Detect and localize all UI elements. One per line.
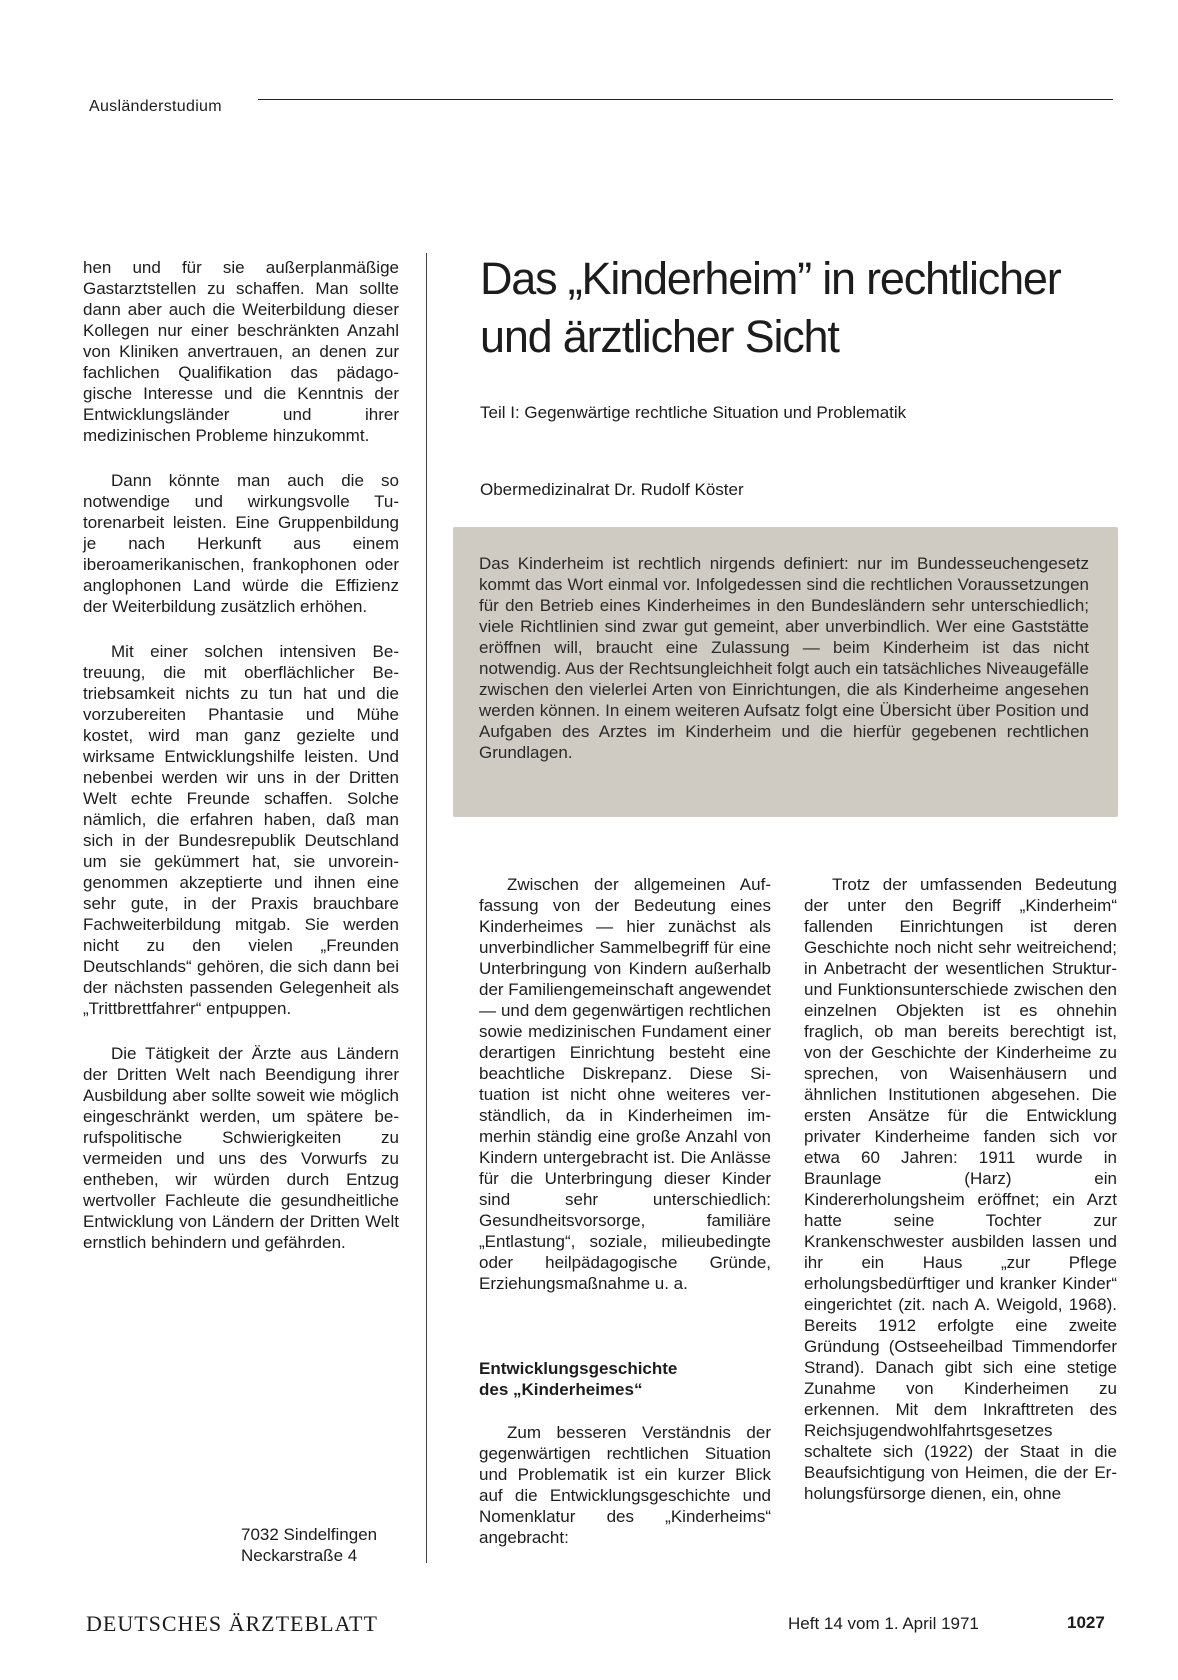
footer-journal-name: DEUTSCHES ÄRZTEBLATT bbox=[86, 1611, 378, 1636]
address-city: 7032 Sindelfingen bbox=[241, 1525, 378, 1544]
section-subheading bbox=[479, 1358, 771, 1400]
left-column bbox=[83, 257, 399, 1253]
article-subtitle: Teil I: Gegenwärtige rechtliche Situation und Problematik bbox=[480, 403, 907, 422]
left-paragraph-3: Mit einer solchen intensiven Betreuung, die mit oberflächlicher Betriebsamkeit nichts zu tun hat und die vorzubereiten Phantasie und Mühe kostet, wird man ganz gezielte und wirksame Entwicklungshilfe leisten. Und nebenbei werden wir uns in der Dritten Welt echte Freunde schaffen. Solche nämlich, die erfahren haben, daß man sich in der Bundesrepublik Deutschland um sie gekümmert hat, sie unvoreingenommen akzeptierte und ihnen eine sehr gute, in der Praxis brauchbare Fachweiterbildung mitgab. Sie werden nicht zu den vielen „Freunden Deutschlands“ gehören, die sich dann bei der nächsten passenden Gelegenheit als „Trittbrettfahrer“ entpuppen. bbox=[83, 642, 399, 1018]
article-title: Das „Kinderheim” in rechtlicher und ärztlicher Sicht bbox=[480, 253, 1061, 362]
left-paragraph-4: Die Tätigkeit der Ärzte aus Ländern der Dritten Welt nach Beendigung ihrer Ausbildung aber sollte soweit wie möglich eingeschränkt werden, um spätere berufspolitische Schwierigkeiten zu vermeiden und uns des Vorwurfs zu entheben, wir würden durch Entzug wertvoller Fachleute die gesundheitliche Entwicklung von Ländern der Dritten Welt ernstlich behindern und gefährden. bbox=[83, 1044, 399, 1252]
author-address bbox=[241, 1524, 377, 1566]
right-column bbox=[804, 874, 1117, 1504]
middle-paragraph-2: Zum besseren Verständnis der gegenwärtigen rechtlichen Situation und Problematik ist ein kurzer Blick auf die Entwicklungsgeschichte und Nomenklatur des „Kinderheims“ angebracht: bbox=[479, 1423, 771, 1547]
column-divider bbox=[426, 253, 427, 1563]
abstract-text: Das Kinderheim ist rechtlich nirgends definiert: nur im Bundesseuchengesetz kommt das Wort einmal vor. Infolgedessen sind die rechtlichen Voraussetzungen für den Betrieb eines Kinderheimes in den Bundesländern sehr unterschiedlich; viele Richtlinien sind zwar gut gemeint, aber unverbindlich. Wer eine Gaststätte eröffnen will, braucht eine Zulassung — beim Kinderheim ist das nicht notwendig. Aus der Rechtsungleichheit folgt auch ein tatsächliches Niveaugefälle zwischen den vielerlei Arten von Einrichtungen, die als Kinderheime angesehen werden können. In einem weiteren Aufsatz folgt eine Übersicht über Position und Aufgaben des Arztes im Kinderheim und die hierfür gegebenen rechtlichen Grundlagen. bbox=[479, 554, 1089, 762]
footer-page-number: 1027 bbox=[1067, 1613, 1105, 1632]
subheading-line-2: des „Kinderheimes“ bbox=[479, 1380, 643, 1399]
middle-column bbox=[479, 874, 771, 1548]
footer-issue: Heft 14 vom 1. April 1971 bbox=[788, 1614, 979, 1633]
right-paragraph-1: Trotz der umfassenden Bedeutung der unter den Begriff „Kinderheim“ fallenden Einrichtungen ist deren Geschichte noch nicht sehr weitreichend; in Anbetracht der wesentlichen Struktur- und Funktionsunterschiede zwischen den einzelnen Objekten ist es ohnehin fraglich, ob man bereits berechtigt ist, von der Geschichte der Kinderheime zu sprechen, von Waisenhäusern und ähnlichen Institutionen abgesehen. Die ersten Ansätze für die Entwicklung privater Kinderheime fanden sich vor etwa 60 Jahren: 1911 wurde in Braunlage (Harz) ein Kindererholungsheim eröffnet; ein Arzt hatte seine Tochter zur Krankenschwester ausbilden lassen und ihr ein Haus „zur Pflege erholungsbedürftiger und kranker Kinder“ eingerichtet (zit. nach A. Weigold, 1968). Bereits 1912 erfolgte eine zweite Gründung (Ostseeheilbad Timmendorfer Strand). Danach gibt sich eine stetige Zunahme von Kinderheimen zu erkennen. Mit dem Inkrafttreten des Reichsjugendwohlfahrtsgesetzes schaltete sich (1922) der Staat in die Beaufsichtigung von Heimen, die der Erholungsfürsorge dienen, ein, ohne bbox=[804, 875, 1117, 1503]
article-author: Obermedizinalrat Dr. Rudolf Köster bbox=[480, 480, 744, 499]
header-rule bbox=[258, 99, 1113, 100]
abstract-box bbox=[453, 527, 1118, 817]
left-paragraph-2: Dann könnte man auch die so notwendige und wirkungsvolle Tutorenarbeit leisten. Eine Gruppenbildung je nach Herkunft aus einem iberoamerikanischen, frankophonen oder anglophonen Land würde die Effizienz der Weiterbildung zusätzlich erhöhen. bbox=[83, 471, 399, 616]
middle-paragraph-1: Zwischen der allgemeinen Auffassung von der Bedeutung eines Kinderheimes — hier zunächst als unverbindlicher Sammelbegriff für eine Unterbringung von Kindern außerhalb der Familiengemeinschaft angewendet — und dem gegenwärtigen rechtlichen sowie medizinischen Fundament einer derartigen Einrichtung besteht eine beachtliche Diskrepanz. Diese Situation ist nicht ohne weiteres verständlich, da in Kinderheimen immerhin ständig eine große Anzahl von Kindern untergebracht ist. Die Anlässe für die Unterbringung dieser Kinder sind sehr unterschiedlich: Gesundheitsvorsorge, familiäre „Entlastung“, soziale, milieubedingte oder heilpädagogische Gründe, Erziehungsmaßnahme u. a. bbox=[479, 875, 772, 1293]
running-head-section: Ausländerstudium bbox=[89, 98, 222, 115]
subheading-line-1: Entwicklungsgeschichte bbox=[479, 1359, 678, 1378]
address-street: Neckarstraße 4 bbox=[241, 1546, 358, 1565]
left-paragraph-1: hen und für sie außerplanmäßige Gastarztstellen zu schaffen. Man sollte dann aber auch die Weiterbildung dieser Kollegen nur einer beschränkten Anzahl von Kliniken anvertrauen, an denen zur fachlichen Qualifikation das pädagogische Interesse und die Kenntnis der Entwicklungsländer und ihrer medizinischen Probleme hinzukommt. bbox=[83, 258, 399, 445]
